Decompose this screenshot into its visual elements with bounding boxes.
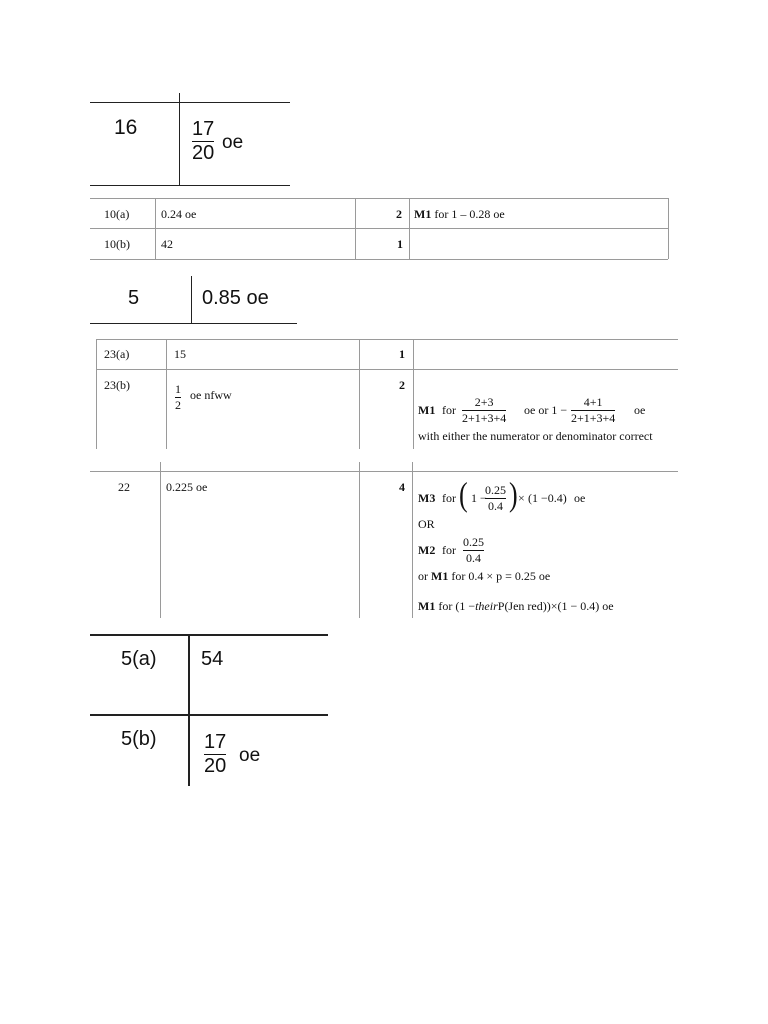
guidance-text: for (1 − xyxy=(438,599,476,613)
numerator: 4+1 xyxy=(583,395,603,409)
method-mark: M2 xyxy=(418,543,436,557)
answer: 15 xyxy=(174,347,186,361)
guidance-line xyxy=(418,569,550,584)
guidance-text: for 1 – 0.28 oe xyxy=(434,207,505,221)
numerator: 0.25 xyxy=(463,535,484,549)
answer: 0.85 oe xyxy=(202,287,269,309)
guidance-text: OR xyxy=(418,517,435,531)
answer-fraction xyxy=(192,118,214,165)
table-border xyxy=(90,228,668,229)
mark: 4 xyxy=(399,480,405,494)
numerator: 1 xyxy=(175,382,181,396)
numerator: 17 xyxy=(204,731,227,753)
question-number: 23(a) xyxy=(104,347,130,361)
table-border xyxy=(90,198,668,199)
table-border xyxy=(96,339,678,340)
method-mark: M1 xyxy=(431,569,449,583)
table-border xyxy=(166,339,167,449)
question-number: 23(b) xyxy=(104,378,130,392)
divider xyxy=(191,276,192,324)
table-border xyxy=(96,369,678,370)
question-number: 10(a) xyxy=(104,207,130,221)
answer-suffix: oe xyxy=(222,132,244,153)
question-number: 5(a) xyxy=(121,648,157,670)
answer-fraction xyxy=(204,731,226,778)
numerator: 0.25 xyxy=(485,483,506,497)
question-number: 5 xyxy=(128,287,140,309)
divider xyxy=(179,93,180,186)
guidance-text: oe xyxy=(634,403,646,417)
guidance-line xyxy=(418,599,614,614)
guidance-text: P(Jen red))×(1 − 0.4) oe xyxy=(497,599,614,613)
answer: 42 xyxy=(161,237,173,251)
guidance-text: oe xyxy=(574,491,586,505)
divider xyxy=(90,714,328,716)
question-number: 22 xyxy=(118,480,130,494)
table-border xyxy=(90,471,678,472)
guidance-text: oe or 1 − xyxy=(524,403,568,417)
denominator: 20 xyxy=(204,755,227,777)
question-number: 5(b) xyxy=(121,728,157,750)
table-border xyxy=(355,198,356,259)
divider xyxy=(90,185,290,186)
open-paren: ( xyxy=(459,475,468,514)
denominator: 0.4 xyxy=(488,499,503,513)
guidance-text: for xyxy=(442,491,456,505)
divider xyxy=(90,102,290,103)
answer: 0.24 oe xyxy=(161,207,197,221)
answer-suffix: oe xyxy=(239,745,261,766)
table-border xyxy=(412,462,413,618)
guidance-text: 1 − xyxy=(471,491,487,505)
mark: 1 xyxy=(399,347,405,361)
denominator: 0.4 xyxy=(466,551,481,565)
divider xyxy=(90,323,297,324)
method-mark: M3 xyxy=(418,491,436,505)
mark: 1 xyxy=(397,237,403,251)
table-border xyxy=(90,259,668,260)
guidance-text: their xyxy=(475,599,498,613)
denominator: 2 xyxy=(175,398,181,412)
numerator: 17 xyxy=(192,118,215,140)
method-mark: M1 xyxy=(418,403,436,417)
numerator: 2+3 xyxy=(474,395,494,409)
answer-suffix: oe nfww xyxy=(190,388,232,402)
method-mark: M1 xyxy=(418,599,436,613)
guidance-fraction xyxy=(462,395,506,426)
question-number: 10(b) xyxy=(104,237,130,251)
guidance-text: for xyxy=(442,403,456,417)
answer: 0.225 oe xyxy=(166,480,208,494)
divider xyxy=(188,634,190,786)
table-border xyxy=(359,462,360,618)
denominator: 2+1+3+4 xyxy=(462,411,507,425)
guidance-note: with either the numerator or denominator correct xyxy=(418,429,653,443)
guidance-text: (1 −0.4) xyxy=(528,491,567,505)
table-border xyxy=(155,198,156,259)
table-border xyxy=(96,339,97,449)
denominator: 2+1+3+4 xyxy=(571,411,616,425)
answer: 54 xyxy=(201,648,224,670)
guidance xyxy=(414,207,505,222)
guidance-text: or xyxy=(418,569,428,583)
denominator: 20 xyxy=(192,142,215,164)
method-mark: M1 xyxy=(414,207,432,221)
guidance-fraction xyxy=(485,483,506,514)
mark: 2 xyxy=(396,207,402,221)
guidance-text: for xyxy=(442,543,456,557)
table-border xyxy=(668,198,669,259)
guidance-fraction xyxy=(463,535,484,566)
guidance-fraction xyxy=(571,395,615,426)
guidance-text: × xyxy=(518,491,525,505)
guidance-text: for 0.4 × p = 0.25 oe xyxy=(451,569,551,583)
table-border xyxy=(359,339,360,449)
table-border xyxy=(409,198,410,259)
answer-fraction xyxy=(175,382,181,413)
close-paren: ) xyxy=(509,475,518,514)
question-number: 16 xyxy=(114,116,138,139)
table-border xyxy=(413,339,414,449)
mark: 2 xyxy=(399,378,405,392)
table-border xyxy=(160,462,161,618)
divider xyxy=(90,634,328,636)
